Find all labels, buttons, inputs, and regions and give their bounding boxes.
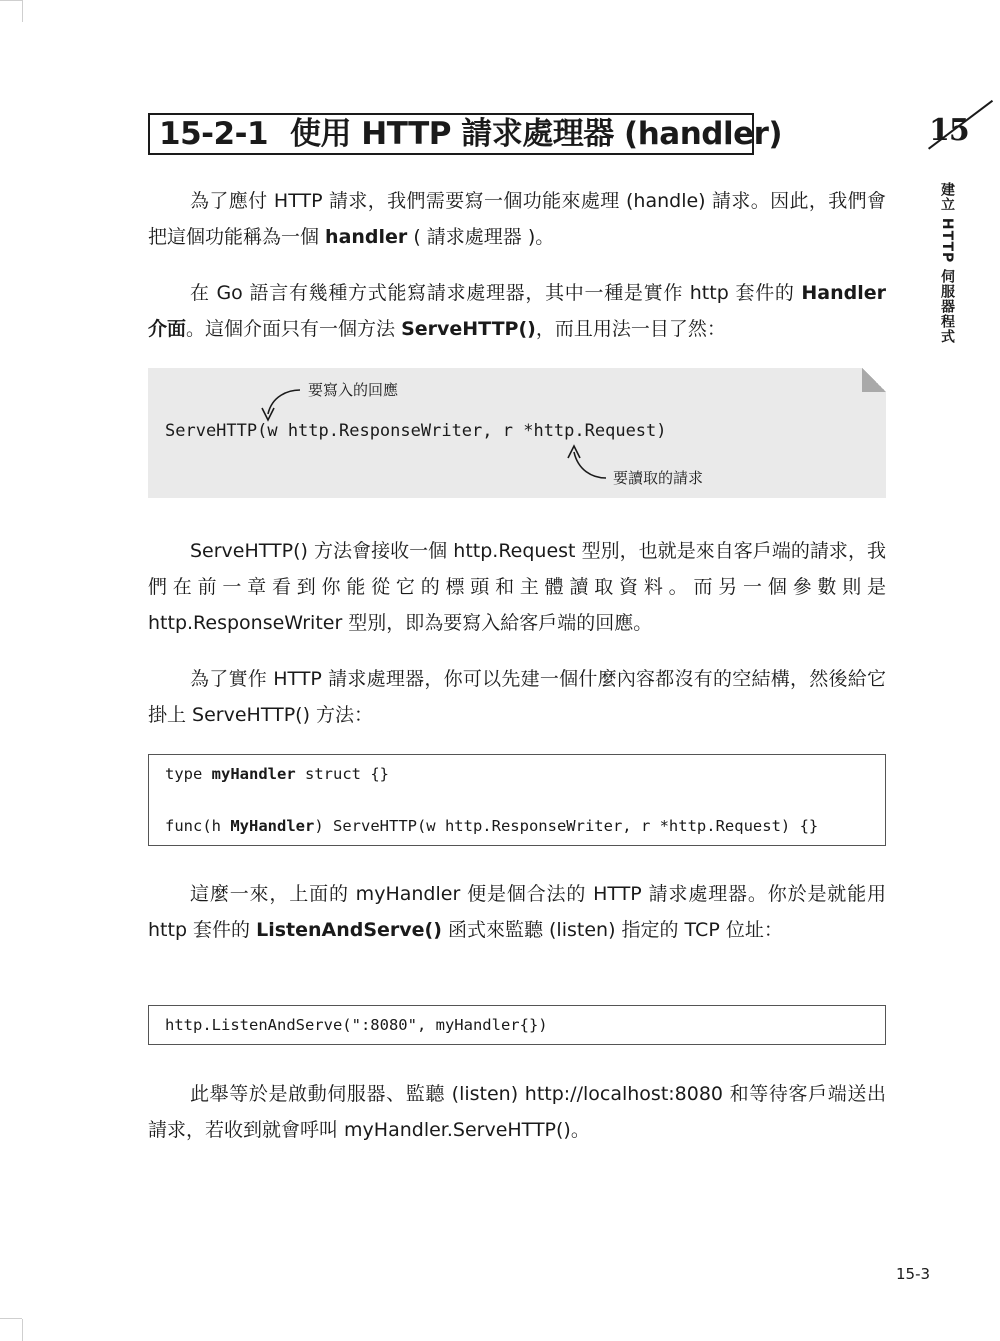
code-line-type: type myHandler struct {} xyxy=(165,765,389,783)
code-line-listen: http.ListenAndServe(":8080", myHandler{}) xyxy=(165,1016,548,1034)
annotation-request: 要讀取的請求 xyxy=(613,469,704,487)
crop-mark xyxy=(0,1318,22,1319)
paragraph-3: ServeHTTP() 方法會接收一個 http.Request 型別，也就是來自客戶端的請求，我們在前一章看到你能從它的標頭和主體讀取資料。而另一個參數則是 http.ResponseWriter 型別，即為要寫入給客戶端的回應。 xyxy=(148,540,886,634)
paragraph-4: 為了實作 HTTP 請求處理器，你可以先建一個什麼內容都沒有的空結構，然後給它掛上 ServeHTTP() 方法： xyxy=(148,668,886,726)
paragraph-5-text-end: 函式來監聽 (listen) 指定的 TCP 位址： xyxy=(441,919,783,941)
paragraph-2-text: 在 Go 語言有幾種方式能寫請求處理器，其中一種是實作 http 套件的 xyxy=(190,282,802,304)
paragraph-2-bold-interface: Handler 介面 xyxy=(148,282,886,340)
chapter-number: 15 xyxy=(929,113,969,148)
section-heading xyxy=(148,113,783,155)
paragraph-2-text-mid: 。這個介面只有一個方法 xyxy=(186,318,402,340)
paragraph-1-bold: handler xyxy=(325,226,408,248)
paragraph-6: 此舉等於是啟動伺服器、監聽 (listen) http://localhost:8080 和等待客戶端送出請求，若收到就會呼叫 myHandler.ServeHTTP()。 xyxy=(148,1083,886,1141)
crop-mark xyxy=(22,1319,23,1341)
paragraph-5 xyxy=(148,876,886,948)
crop-mark xyxy=(22,0,23,22)
annotation-response: 要寫入的回應 xyxy=(308,381,399,399)
paragraph-1-text-end: ( 請求處理器 )。 xyxy=(407,226,555,248)
section-number: 15-2-1 xyxy=(159,116,269,152)
crop-mark xyxy=(0,0,22,1)
paragraph-1-text: 為了應付 HTTP 請求，我們需要寫一個功能來處理 (handle) 請求。因此，我們會把這個功能稱為一個 xyxy=(148,190,886,248)
paragraph-2-text-end: ，而且用法一目了然： xyxy=(535,318,726,340)
paragraph-1 xyxy=(148,183,886,255)
page-number: 15-3 xyxy=(896,1265,931,1283)
code-serve-http-signature: ServeHTTP(w http.ResponseWriter, r *http.Request) xyxy=(165,421,667,441)
code-block-handler xyxy=(148,754,886,846)
code-block-listen xyxy=(148,1005,886,1045)
section-title: 使用 HTTP 請求處理器 (handler) xyxy=(290,116,783,152)
paragraph-2 xyxy=(148,275,886,347)
code-line-func: func(h MyHandler) ServeHTTP(w http.ResponseWriter, r *http.Request) {} xyxy=(165,817,819,835)
chapter-title: 建立 HTTP 伺服器程式 xyxy=(939,182,955,345)
paragraph-2-bold-method: ServeHTTP() xyxy=(401,318,536,340)
paragraph-5-bold: ListenAndServe() xyxy=(256,919,442,941)
paragraph-5-text: 這麼一來，上面的 myHandler 便是個合法的 HTTP 請求處理器。你於是就能用 http 套件的 xyxy=(148,883,886,941)
